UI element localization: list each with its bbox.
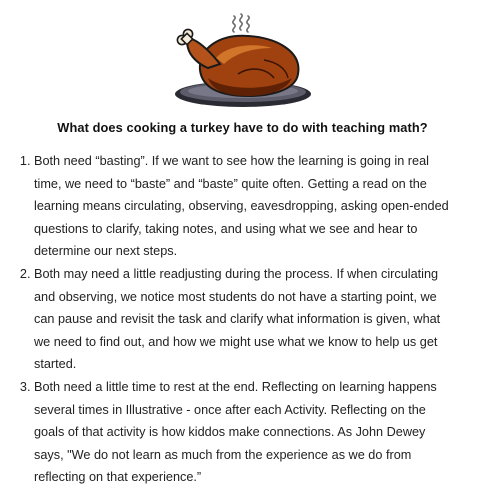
- numbered-list: [0, 150, 454, 489]
- roast-turkey-icon: [168, 8, 318, 114]
- steam-icon: [233, 14, 249, 32]
- page-title: What does cooking a turkey have to do with teaching math?: [57, 120, 428, 135]
- list-item: 2. Both may need a little readjusting during the process. If when circulating and observing, we notice most students do not have a starting point, we can pause and revisit the task and clarify what information is given, what we need to find out, and how we might use what we know to help us get started.: [34, 263, 454, 376]
- list-item: 1. Both need “basting”. If we want to see how the learning is going in real time, we need to “baste” and “baste” quite often. Getting a read on the learning means circulating, observing, eavesdropping, asking open-ended questions to clarify, taking notes, and using what we see and hear to determine our next steps.: [34, 150, 454, 263]
- list-item: 3. Both need a little time to rest at the end. Reflecting on learning happens several times in Illustrative - once after each Activity. Reflecting on the goals of that activity is how kiddos make connections. As John Dewey says, "We do not learn as much from the experience as we do from reflecting on that experience.”: [34, 376, 454, 489]
